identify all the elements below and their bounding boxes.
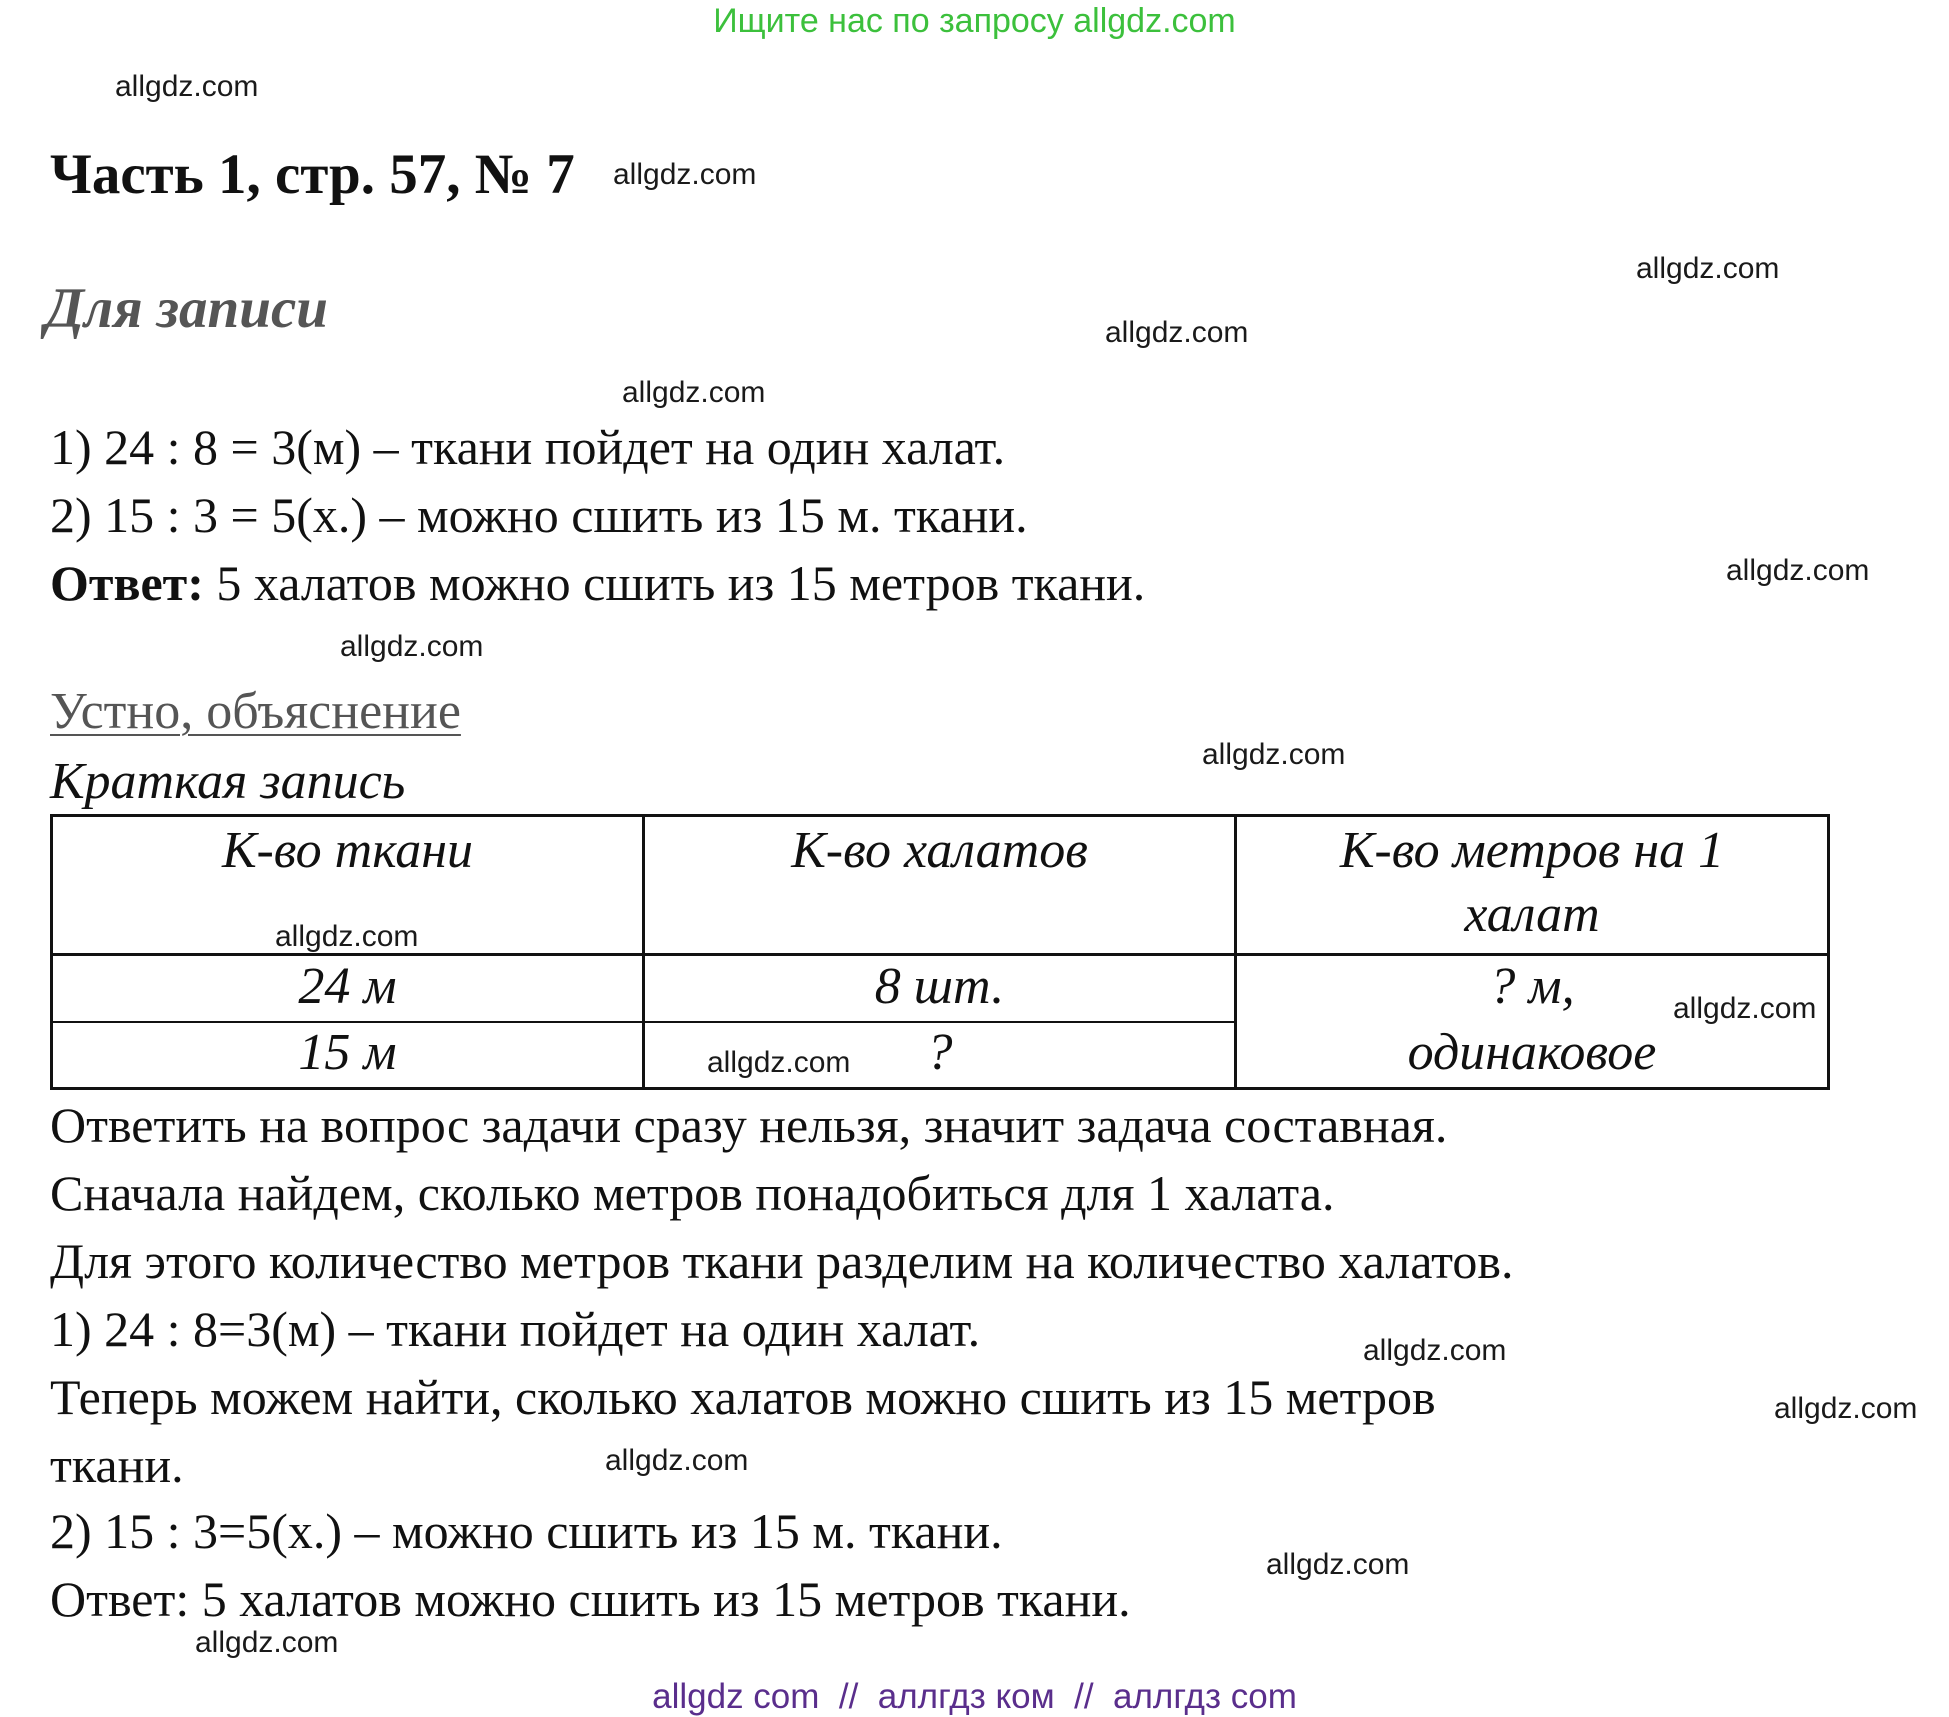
- short-record-title: Краткая запись: [50, 753, 406, 810]
- question-mark: ?: [926, 1024, 953, 1081]
- watermark: allgdz.com: [340, 630, 484, 663]
- watermark: allgdz.com: [1363, 1334, 1507, 1367]
- watermark: allgdz.com: [195, 1626, 339, 1659]
- explanation-line: 1) 24 : 8=3(м) – ткани пойдет на один халат.: [50, 1301, 981, 1357]
- footer-links[interactable]: allgdz com // аллгдз ком // аллгдз com: [652, 1677, 1297, 1716]
- table-cell: 8 шт.: [874, 958, 1005, 1015]
- explanation-line: 2) 15 : 3=5(х.) – можно сшить из 15 м. ткани.: [50, 1503, 1003, 1559]
- explanation-line: Ответ: 5 халатов можно сшить из 15 метров ткани.: [50, 1571, 1131, 1627]
- watermark: allgdz.com: [605, 1444, 749, 1477]
- watermark: allgdz.com: [1266, 1548, 1410, 1581]
- top-banner[interactable]: Ищите нас по запросу allgdz.com: [713, 2, 1236, 40]
- watermark: allgdz.com: [1726, 554, 1870, 587]
- table-header: К-во метров на 1: [1339, 822, 1725, 879]
- watermark: allgdz.com: [1673, 992, 1817, 1025]
- table-cell-merged: одинаковое: [1407, 1024, 1657, 1081]
- answer-text: 5 халатов можно сшить из 15 метров ткани.: [203, 555, 1146, 611]
- table-cell: 15 м: [298, 1024, 397, 1081]
- table-header: К-во халатов: [791, 822, 1088, 879]
- explanation-line: Теперь можем найти, сколько халатов можно сшить из 15 метров: [50, 1369, 1436, 1425]
- watermark: allgdz.com: [1105, 316, 1249, 349]
- answer-label: Ответ:: [50, 555, 204, 611]
- watermark: allgdz.com: [115, 70, 259, 103]
- explanation-line: Сначала найдем, сколько метров понадобиться для 1 халата.: [50, 1165, 1335, 1221]
- watermark: allgdz.com: [1774, 1392, 1918, 1425]
- watermark: allgdz.com: [275, 920, 419, 953]
- watermark: allgdz.com: [707, 1046, 851, 1079]
- solution-line: 1) 24 : 8 = 3(м) – ткани пойдет на один халат.: [50, 419, 1006, 475]
- watermark: allgdz.com: [1202, 738, 1346, 771]
- table-cell-merged: ? м,: [1489, 958, 1575, 1015]
- section-title-oral: Устно, объяснение: [50, 683, 461, 740]
- watermark: allgdz.com: [622, 376, 766, 409]
- table-header: К-во ткани: [221, 822, 474, 879]
- explanation-line: Для этого количество метров ткани разделим на количество халатов.: [50, 1233, 1514, 1289]
- explanation-line: Ответить на вопрос задачи сразу нельзя, значит задача составная.: [50, 1097, 1448, 1153]
- solution-line: 2) 15 : 3 = 5(х.) – можно сшить из 15 м. ткани.: [50, 487, 1028, 543]
- watermark: allgdz.com: [613, 158, 757, 191]
- section-title-record: Для записи: [45, 277, 328, 340]
- table-header: халат: [1464, 886, 1600, 943]
- watermark: allgdz.com: [1636, 252, 1780, 285]
- page-title: Часть 1, стр. 57, № 7: [50, 143, 575, 206]
- explanation-line: ткани.: [50, 1437, 184, 1493]
- table-cell: 24 м: [298, 958, 397, 1015]
- answer-line: [50, 554, 1145, 612]
